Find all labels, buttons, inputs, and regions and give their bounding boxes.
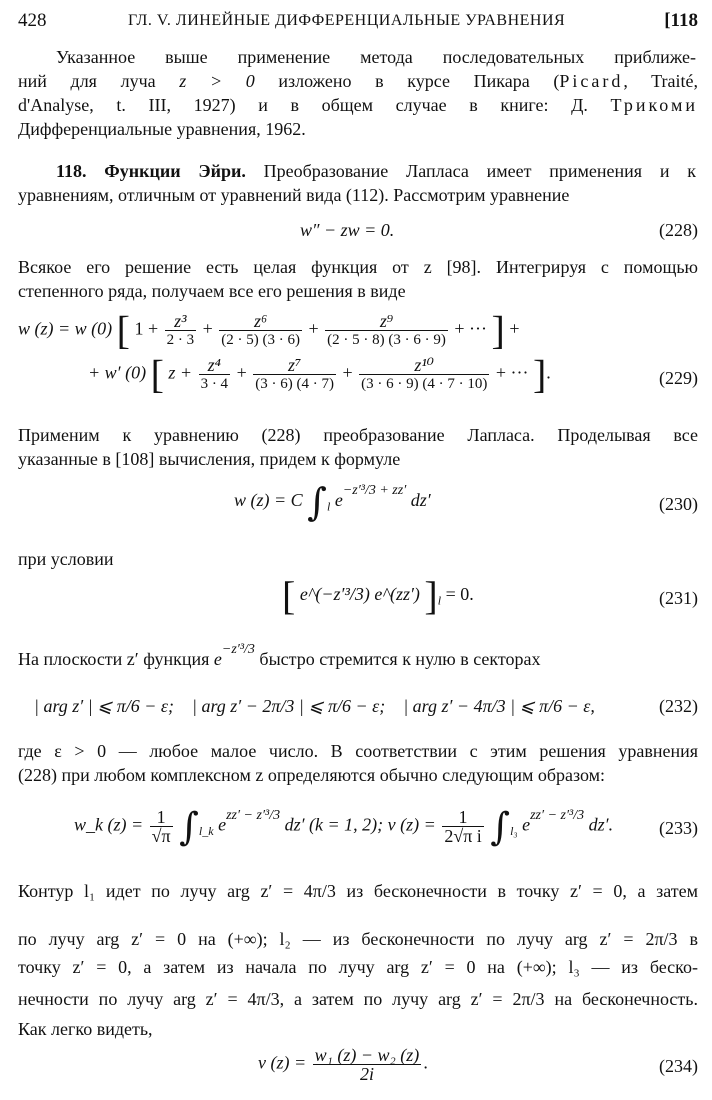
fraction <box>253 356 336 393</box>
exponent: −z′³/3 <box>221 642 255 657</box>
section-line-2: уравнениям, отличным от уравнений вида (112). Рассмотрим уравнение <box>18 185 570 205</box>
para5-line-2: (228) при любом комплексном z определяются обычно следующим образом: <box>18 765 606 785</box>
para6-line-3: точку z′ = 0, а затем из начала по лучу arg z′ = 0 на (+∞); l₃ — из беско- <box>18 957 698 977</box>
numerator: w₁ (z) − w₂ (z) <box>314 1045 420 1065</box>
sector-3: | arg z′ − 4π/3 | ⩽ π/6 − ε, <box>403 696 595 716</box>
eq229-ellipsis: + ··· <box>495 362 529 383</box>
numerator: z⁴ <box>199 356 231 375</box>
integral-contour: l₃ <box>510 824 518 839</box>
intro-author: Picard <box>559 71 624 91</box>
denominator: 2√π i <box>444 826 482 846</box>
condition-text: при условии <box>18 549 114 569</box>
denominator: (3 · 6) (4 · 7) <box>255 376 334 392</box>
chapter-title: ГЛ. V. ЛИНЕЙНЫЕ ДИФФЕРЕНЦИАЛЬНЫЕ УРАВНЕНИЯ <box>128 12 566 29</box>
eq229-lhs: w (z) = w (0) <box>18 318 113 339</box>
equation-234 <box>258 1046 428 1083</box>
section-text: Преобразование Лапласа имеет применения и к <box>263 161 696 181</box>
eq230-lhs: w (z) = C <box>234 490 303 510</box>
eq229-ellipsis: + ··· <box>454 318 488 339</box>
eq234-tail: . <box>423 1052 428 1073</box>
section-heading: 118. Функции Эйри. <box>56 161 246 181</box>
equation-number-228: (228) <box>659 220 698 240</box>
denominator: 2 · 3 <box>166 332 195 348</box>
eq231-rhs: = 0. <box>445 584 474 604</box>
eq229-lhs2: + w′ (0) <box>88 362 147 383</box>
eq233-lhs: w_k (z) = <box>74 814 144 835</box>
numerator: z³ <box>165 312 197 331</box>
para3-line-2: указанные в [108] вычисления, придем к формуле <box>18 449 401 469</box>
intro-line-3 <box>18 94 698 116</box>
fraction <box>325 312 448 349</box>
section-marker: [118 <box>664 10 698 31</box>
para4-line: На плоскости z′ функция $e^{-z'^3/3}$ быстро стремится к нулю в секторах <box>18 642 541 669</box>
intro-line-1: Указанное выше применение метода последовательных приближе- <box>56 47 696 67</box>
equation-number-234: (234) <box>659 1056 698 1076</box>
denominator: (3 · 6 · 9) (4 · 7 · 10) <box>361 376 488 392</box>
intro-text: d'Analyse, t. III, 1927) и в общем случае в книге: Д. <box>18 95 588 115</box>
equation-number-230: (230) <box>659 494 698 514</box>
right-bracket-icon: ] <box>424 572 438 618</box>
eq234-lhs: v (z) = <box>258 1052 307 1073</box>
numerator: z¹⁰ <box>359 356 489 375</box>
denominator: 3 · 4 <box>200 376 229 392</box>
para6-line-2: по лучу arg z′ = 0 на (+∞); l₂ — из бесконечности по лучу arg z′ = 2π/3 в <box>18 929 698 949</box>
fraction <box>199 356 231 393</box>
eq233-mid: dz′ (k = 1, 2); v (z) = <box>284 814 436 835</box>
equation-number-232: (232) <box>659 696 698 716</box>
fraction <box>359 356 489 393</box>
integral-contour: l_k <box>198 824 214 839</box>
para6-line-5: Как легко видеть, <box>18 1019 153 1039</box>
intro-text: , Traité, <box>623 71 699 91</box>
integral-icon: ∫ <box>179 804 199 849</box>
para6-line-1: Контур l₁ идет по лучу arg z′ = 4π/3 из бесконечности в точку z′ = 0, а затем <box>18 881 698 901</box>
fraction <box>313 1046 422 1083</box>
exponent: zz′ − z′³/3 <box>226 807 281 823</box>
denominator: (2 · 5) (3 · 6) <box>221 332 301 348</box>
para2-line-2: степенного ряда, получаем все его решения в виде <box>18 281 406 301</box>
numerator: 1 <box>442 808 483 827</box>
denominator: (2 · 5 · 8) (3 · 6 · 9) <box>327 332 446 348</box>
intro-math: z > 0 <box>179 71 255 91</box>
fraction <box>165 312 197 349</box>
section-line-1 <box>56 160 696 182</box>
eq229-term: 1 + <box>134 318 159 339</box>
fraction <box>150 808 173 845</box>
left-bracket-icon: [ <box>282 572 296 618</box>
equation-228: w″ − zw = 0. <box>300 220 395 240</box>
intro-author: Трикоми <box>610 95 698 115</box>
para6-line-4: нечности по лучу arg z′ = 4π/3, а затем по лучу arg z′ = 2π/3 на бесконечность. <box>18 989 698 1009</box>
page-number: 428 <box>18 10 47 31</box>
eq230-tail: dz′ <box>410 490 431 510</box>
equation-230: w (z) = C $\int_l$ $e^{-z'^3/3 + zz'}$ dz′ <box>234 479 431 524</box>
left-bracket-icon: [ <box>150 351 164 397</box>
right-bracket-icon: ] <box>532 351 547 397</box>
exponent: zz′ − z′³/3 <box>530 807 585 823</box>
equation-229-line-2: + w′ (0) [ z + $\frac{\text{z⁴}}{3 \cdot 4}$ + $\frac{\text{z⁷}}{(3 \cdot 6) (4 \cdot 7)}$ + $\frac{\text{z¹⁰}}{(3 \cdot 6 \cdot 9) (4 \cdot 7 \cdot 10)}$ + ··· ]. <box>88 351 551 397</box>
integral-icon: ∫ <box>307 479 327 524</box>
sector-1: | arg z′ | ⩽ π/6 − ε; <box>34 696 175 716</box>
fraction <box>219 312 302 349</box>
numerator: z⁷ <box>253 356 336 375</box>
integral-icon: ∫ <box>490 804 511 849</box>
para2-line-1: Всякое его решение есть целая функция от z [98]. Интегрируя с помощью <box>18 257 698 277</box>
para3-line-1: Применим к уравнению (228) преобразование Лапласа. Проделывая все <box>18 425 698 445</box>
sector-2: | arg z′ − 2π/3 | ⩽ π/6 − ε; <box>192 696 386 716</box>
numerator: z⁶ <box>219 312 302 331</box>
running-header <box>18 10 698 36</box>
numerator: 1 <box>150 808 173 827</box>
integral-contour: l <box>326 499 331 514</box>
equation-229-line-1: w (z) = w (0) [ 1 + $\frac{\text{z³}}{2 \cdot 3}$ + $\frac{\text{z⁶}}{(2 \cdot 5) (3 \cdot 6)}$ + $\frac{\text{z⁹}}{(2 \cdot 5 \cdot 8) (3 \cdot 6 \cdot 9)}$ + ··· ] + <box>18 307 520 353</box>
fraction <box>442 808 483 845</box>
equation-number-233: (233) <box>659 818 698 838</box>
para4-text: На плоскости z′ функция <box>18 649 210 669</box>
equation-233: w_k (z) = $\frac{1}{√\pi}$ $\int_{l\_k}$ $e^{zz' - z'^3/3}$ dz′ (k = 1, 2); v (z) = $\frac{1}{\text{2√π i}}$ $\int_{l_3}$ $e^{zz' - z'^3/3}$ dz′. <box>74 804 614 849</box>
eq231-sub: l <box>437 593 442 608</box>
eq233-tail: dz′. <box>588 814 614 835</box>
eq229-term: z + <box>168 362 193 383</box>
intro-text: изложено в курсе Пикара ( <box>278 71 560 91</box>
intro-line-4: Дифференциальные уравнения, 1962. <box>18 119 306 139</box>
equation-232 <box>34 696 595 717</box>
right-bracket-icon: ] <box>491 307 505 353</box>
eq231-expr: e^(−z′³/3) e^(zz′) <box>299 584 420 604</box>
para4-text: быстро стремится к нулю в секторах <box>259 649 541 669</box>
equation-number-231: (231) <box>659 588 698 608</box>
intro-text: ний для луча <box>18 71 156 91</box>
exponent: −z′³/3 + zz′ <box>342 483 407 498</box>
denominator: √π <box>151 826 171 846</box>
intro-line-2 <box>18 70 698 92</box>
para5-line-1: где ε > 0 — любое малое число. В соответствии с этим решения уравнения <box>18 741 698 761</box>
equation-231 <box>282 572 474 618</box>
equation-number-229: (229) <box>659 368 698 388</box>
numerator: z⁹ <box>325 312 448 331</box>
left-bracket-icon: [ <box>116 307 130 353</box>
denominator: 2i <box>359 1064 374 1084</box>
